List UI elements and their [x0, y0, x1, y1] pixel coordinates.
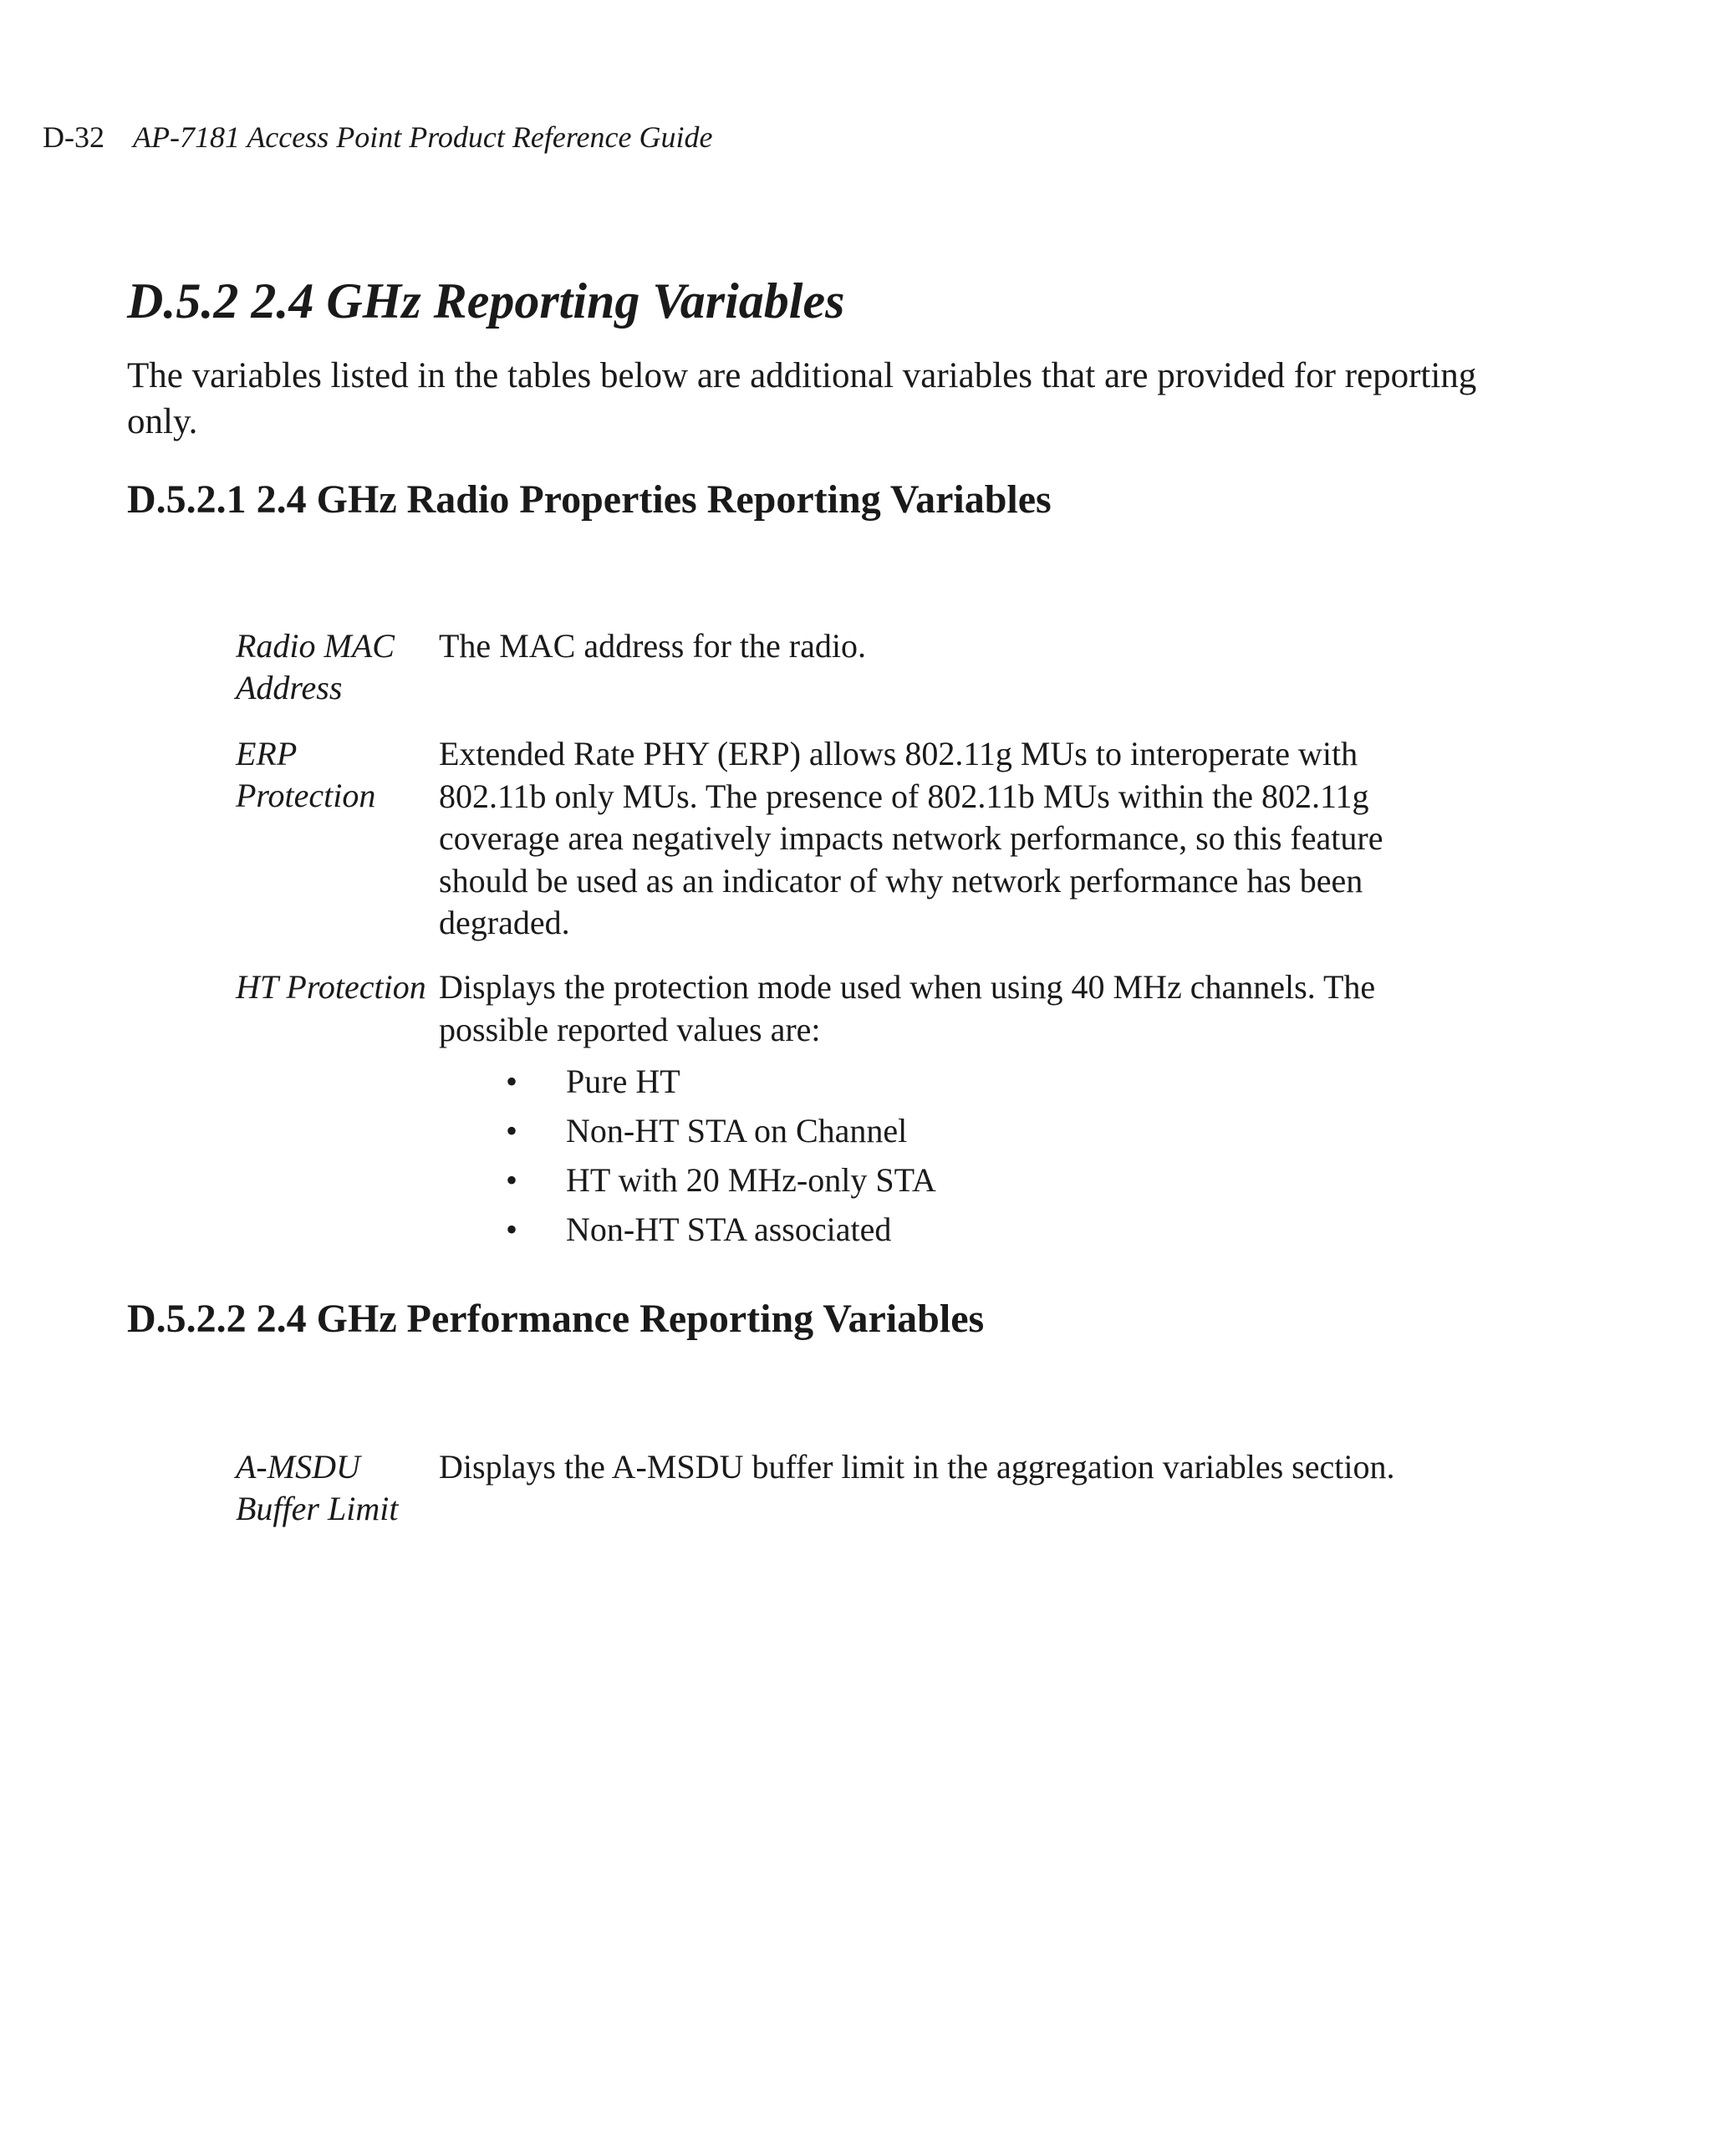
variable-description-text: Displays the protection mode used when using 40 MHz channels. The possible reported values are: — [439, 968, 1376, 1048]
running-header — [43, 117, 712, 157]
list-item-text: HT with 20 MHz-only STA — [566, 1161, 936, 1199]
list-item — [439, 1106, 1409, 1155]
variable-term: ERP Protection — [236, 735, 376, 814]
variable-description — [439, 733, 1409, 945]
list-item-text: Pure HT — [566, 1063, 680, 1100]
variable-description — [439, 625, 1409, 668]
protection-values-list — [439, 1057, 1409, 1254]
list-item — [439, 1057, 1409, 1106]
guide-title: AP-7181 Access Point Product Reference Guide — [133, 120, 713, 154]
variable-description-text: Displays the A-MSDU buffer limit in the aggregation variables section. — [439, 1448, 1395, 1486]
subsection-title-performance: D.5.2.2 2.4 GHz Performance Reporting Variables — [127, 1297, 985, 1341]
list-item-text: Non-HT STA on Channel — [566, 1112, 908, 1149]
variable-description — [439, 1446, 1409, 1489]
subsection-title-radio-properties: D.5.2.1 2.4 GHz Radio Properties Reporting Variables — [127, 477, 1052, 522]
section-intro: The variables listed in the tables below are additional variables that are provided for reporting only. — [127, 356, 1477, 441]
bullet-icon: • — [506, 1112, 518, 1149]
list-item-text: Non-HT STA associated — [566, 1211, 892, 1248]
bullet-icon: • — [506, 1161, 518, 1199]
variable-term: HT Protection — [236, 968, 426, 1006]
variable-description — [439, 966, 1409, 1254]
bullet-icon: • — [506, 1211, 518, 1248]
variable-term: A-MSDU Buffer Limit — [236, 1448, 399, 1527]
variable-term: Radio MAC Address — [236, 627, 395, 706]
variable-description-text: The MAC address for the radio. — [439, 627, 866, 665]
section-title: D.5.2 2.4 GHz Reporting Variables — [127, 273, 845, 329]
bullet-icon: • — [506, 1063, 518, 1100]
page-number: D-32 — [43, 120, 104, 154]
list-item — [439, 1155, 1409, 1205]
list-item — [439, 1205, 1409, 1254]
variable-description-text: Extended Rate PHY (ERP) allows 802.11g MUs to interoperate with 802.11b only MUs. The presence of 802.11b MUs within the 802.11g coverage area negatively impacts network performance, so this feature should be used as an indicator of why network performance has been degraded. — [439, 735, 1383, 941]
